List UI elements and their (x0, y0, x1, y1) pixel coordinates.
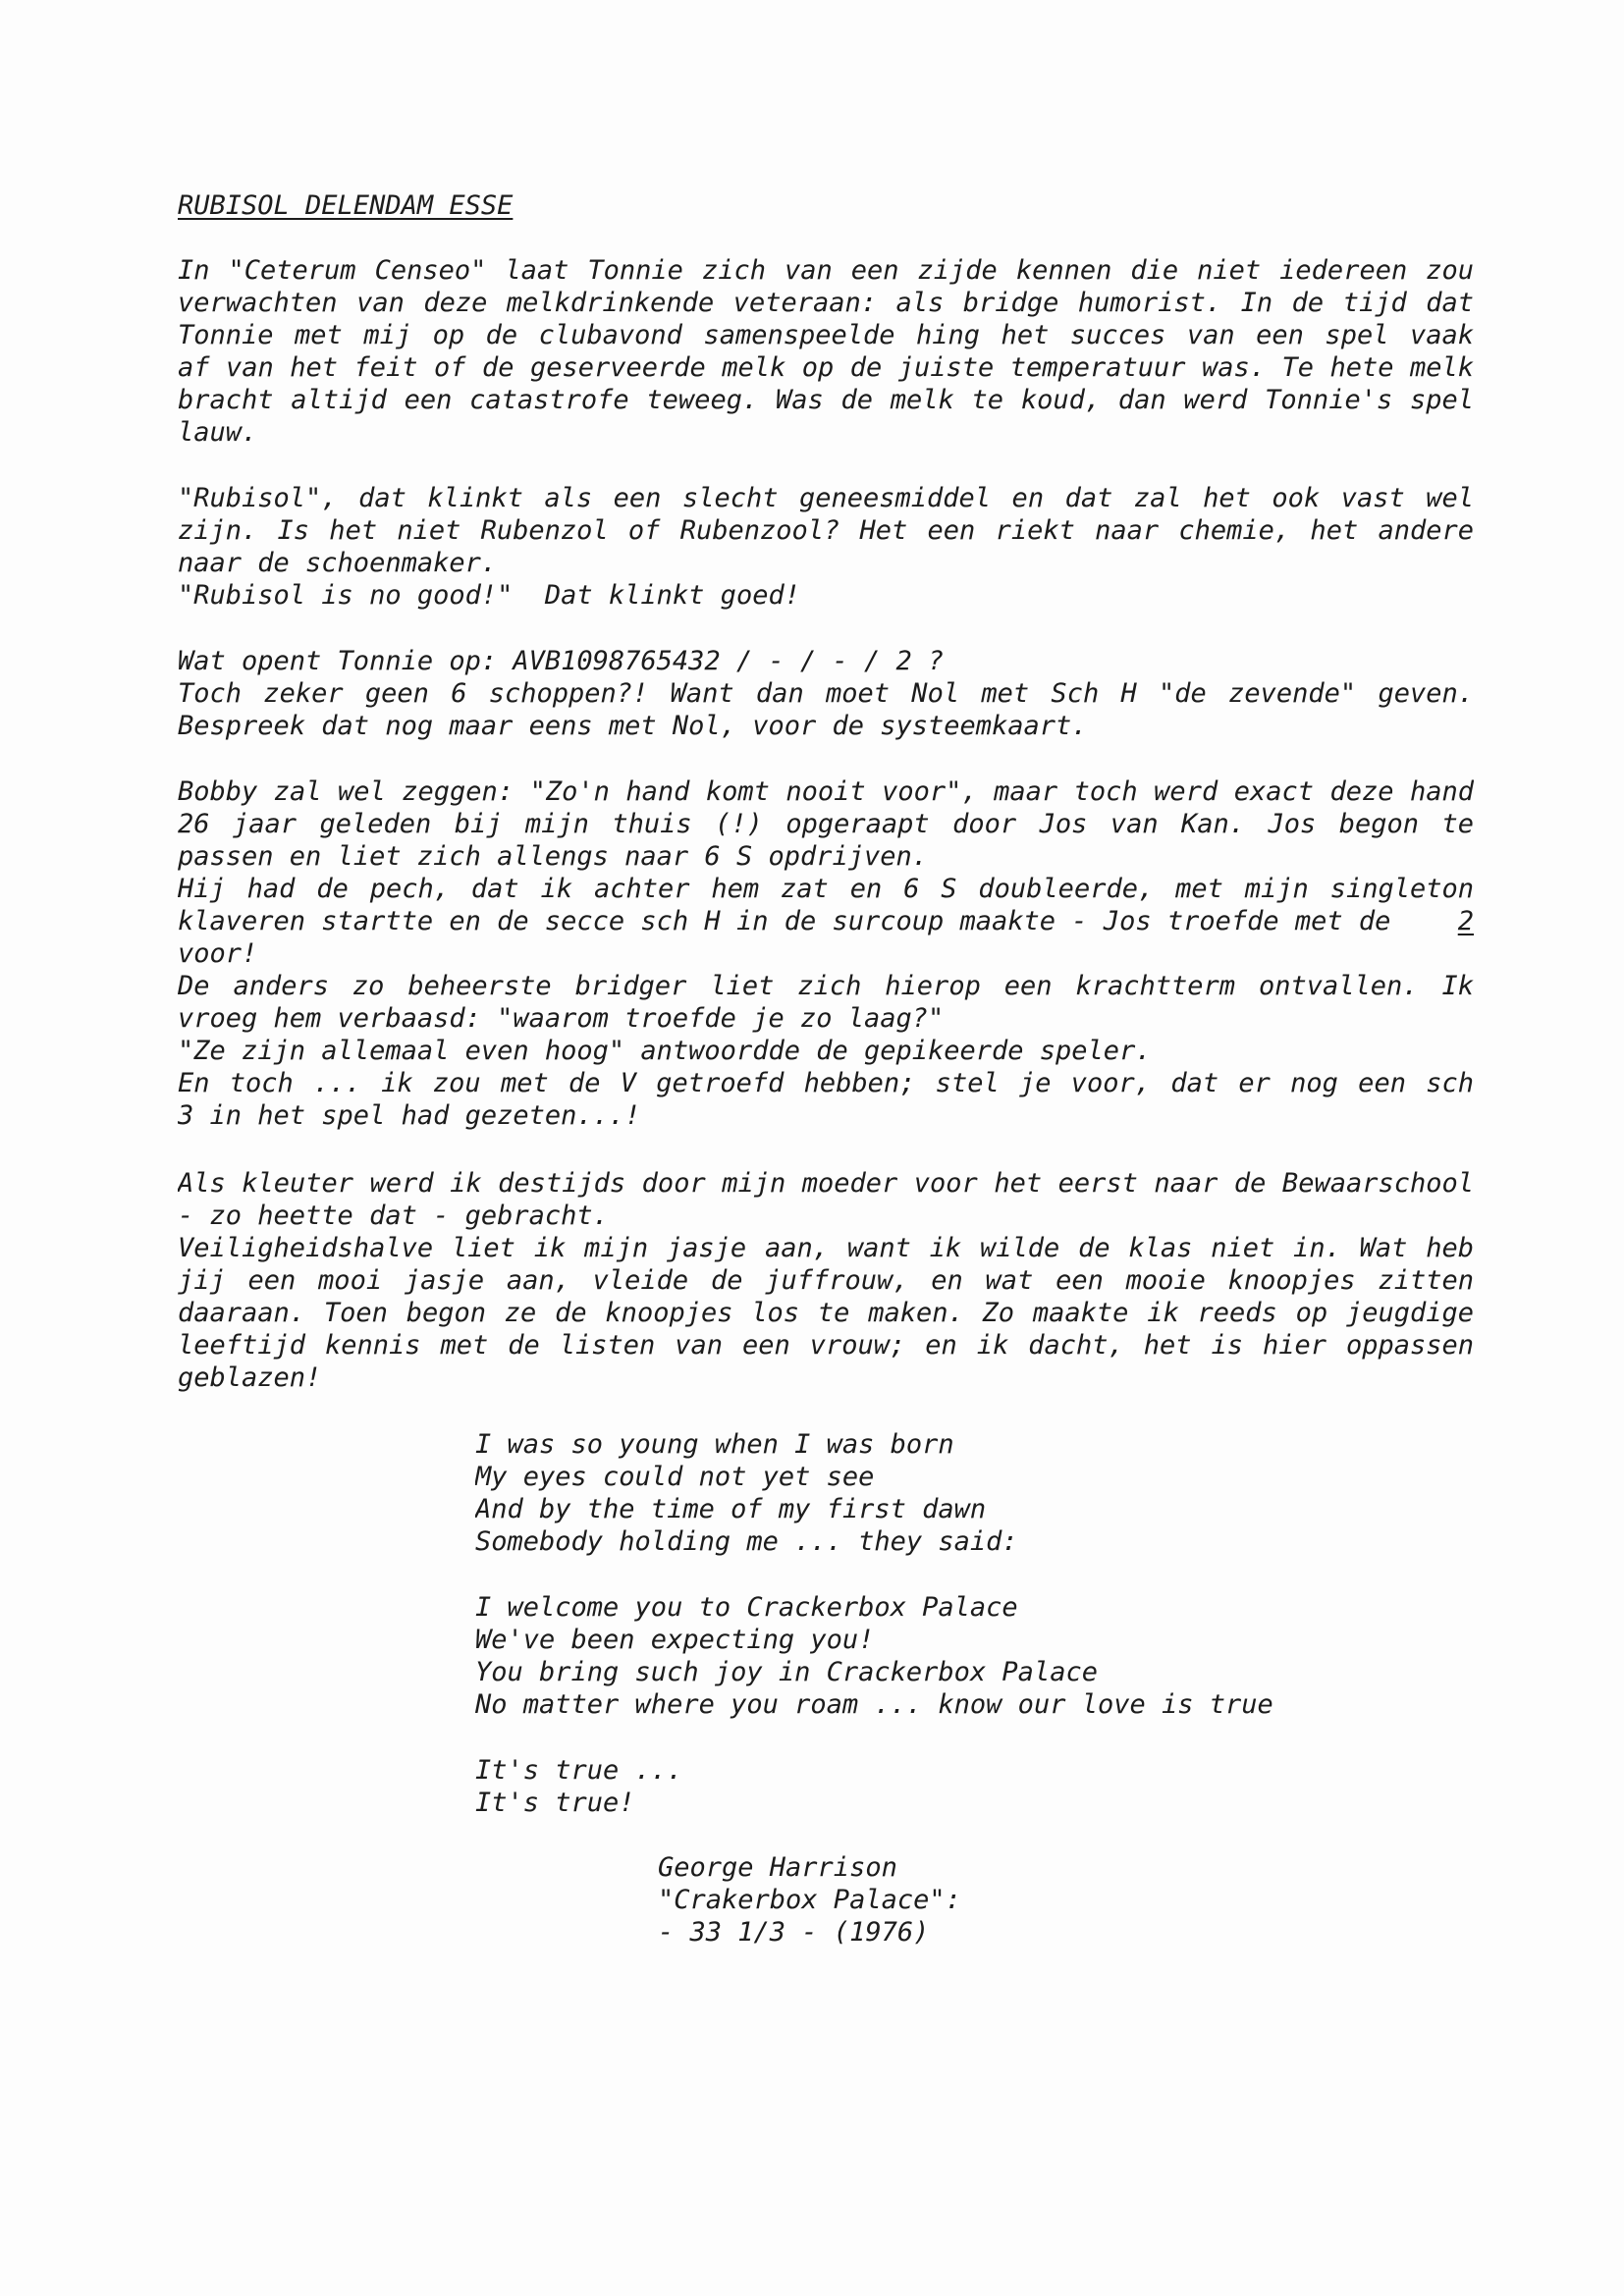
poem-stanza-2 (475, 1591, 1273, 1721)
text-line: zijn. Is het niet Rubenzol of Rubenzool? Het een riekt naar chemie, het andere (178, 515, 1474, 546)
text-line: 3 in het spel had gezeten...! (178, 1100, 641, 1131)
document-title: RUBISOL DELENDAM ESSE (178, 190, 514, 221)
text-line: "Rubisol is no good!" Dat klinkt goed! (178, 580, 800, 611)
poem-line: Somebody holding me ... they said: (475, 1526, 1018, 1557)
text-line: af van het feit of de geserveerde melk op de juiste temperatuur was. Te hete melk (178, 352, 1474, 383)
poem-line: My eyes could not yet see (475, 1462, 875, 1492)
text-line: Toch zeker geen 6 schoppen?! Want dan moet Nol met Sch H "de zevende" geven. (178, 678, 1474, 709)
poem-line: I welcome you to Crackerbox Palace (475, 1592, 1018, 1623)
text-line: lauw. (178, 417, 258, 448)
text-line: En toch ... ik zou met de V getroefd hebben; stel je voor, dat er nog een sch (178, 1068, 1474, 1098)
credit-album: - 33 1/3 - (1976) (658, 1917, 930, 1948)
text-line: bracht altijd een catastrofe teweeg. Was de melk te koud, dan werd Tonnie's spel (178, 385, 1474, 415)
poem-stanza-1 (475, 1428, 1018, 1558)
paragraph-5 (178, 1167, 1474, 1394)
paragraph-3 (178, 645, 1474, 742)
poem-line: It's true ... (475, 1755, 683, 1786)
poem-line: And by the time of my first dawn (475, 1494, 987, 1524)
text-line: - zo heette dat - gebracht. (178, 1201, 609, 1231)
text-line: passen en liet zich allengs naar 6 S opdrijven. (178, 841, 929, 872)
text-line: daaraan. Toen begon ze de knoopjes los te maken. Zo maakte ik reeds op jeugdige (178, 1298, 1474, 1328)
song-credit (658, 1851, 961, 1949)
text-line: 26 jaar geleden bij mijn thuis (!) opgeraapt door Jos van Kan. Jos begon te (178, 809, 1474, 839)
poem-stanza-3 (475, 1754, 682, 1819)
text-line: geblazen! (178, 1362, 322, 1393)
paragraph-2 (178, 482, 1474, 612)
text-line: Wat opent Tonnie op: AVB1098765432 / - / - / 2 ? (178, 646, 945, 676)
text-line: De anders zo beheerste bridger liet zich hierop een krachtterm ontvallen. Ik (178, 971, 1474, 1001)
text-line-segment: klaveren startte en de secce sch H in de surcoup maakte - Jos troefde met de (178, 906, 1391, 936)
text-line: verwachten van deze melkdrinkende veteraan: als bridge humorist. In de tijd dat (178, 288, 1474, 318)
text-line: "Rubisol", dat klinkt als een slecht geneesmiddel en dat zal het ook vast wel (178, 483, 1474, 513)
poem-line: No matter where you roam ... know our love is true (475, 1689, 1273, 1720)
text-line: Tonnie met mij op de clubavond samenspeelde hing het succes van een spel vaak (178, 320, 1474, 350)
poem-line: You bring such joy in Crackerbox Palace (475, 1657, 1098, 1687)
underlined-card: 2 (1457, 906, 1474, 936)
text-line: naar de schoenmaker. (178, 548, 498, 578)
text-line: Veiligheidshalve liet ik mijn jasje aan, want ik wilde de klas niet in. Wat heb (178, 1233, 1474, 1263)
text-line: Als kleuter werd ik destijds door mijn moeder voor het eerst naar de Bewaarschool (178, 1168, 1474, 1199)
poem-line: We've been expecting you! (475, 1625, 875, 1655)
text-line: Bobby zal wel zeggen: "Zo'n hand komt nooit voor", maar toch werd exact deze hand (178, 776, 1474, 807)
text-line: "Ze zijn allemaal even hoog" antwoordde de gepikeerde speler. (178, 1036, 1152, 1066)
text-line: Hij had de pech, dat ik achter hem zat en 6 S doubleerde, met mijn singleton (178, 874, 1474, 904)
text-line: Bespreek dat nog maar eens met Nol, voor de systeemkaart. (178, 711, 1088, 741)
poem-line: I was so young when I was born (475, 1429, 954, 1460)
text-line: vroeg hem verbaasd: "waarom troefde je zo laag?" (178, 1003, 945, 1034)
text-line: leeftijd kennis met de listen van een vrouw; en ik dacht, het is hier oppassen (178, 1330, 1474, 1361)
credit-song: "Crakerbox Palace": (658, 1885, 961, 1915)
paragraph-4 (178, 775, 1474, 1132)
text-line-with-card (178, 905, 1474, 937)
text-line: voor! (178, 938, 258, 969)
poem-line: It's true! (475, 1788, 635, 1818)
text-line: In "Ceterum Censeo" laat Tonnie zich van een zijde kennen die niet iedereen zou (178, 255, 1474, 286)
text-line: jij een mooi jasje aan, vleide de juffrouw, en wat een mooie knoopjes zitten (178, 1265, 1474, 1296)
credit-artist: George Harrison (658, 1852, 897, 1883)
paragraph-1 (178, 254, 1474, 449)
